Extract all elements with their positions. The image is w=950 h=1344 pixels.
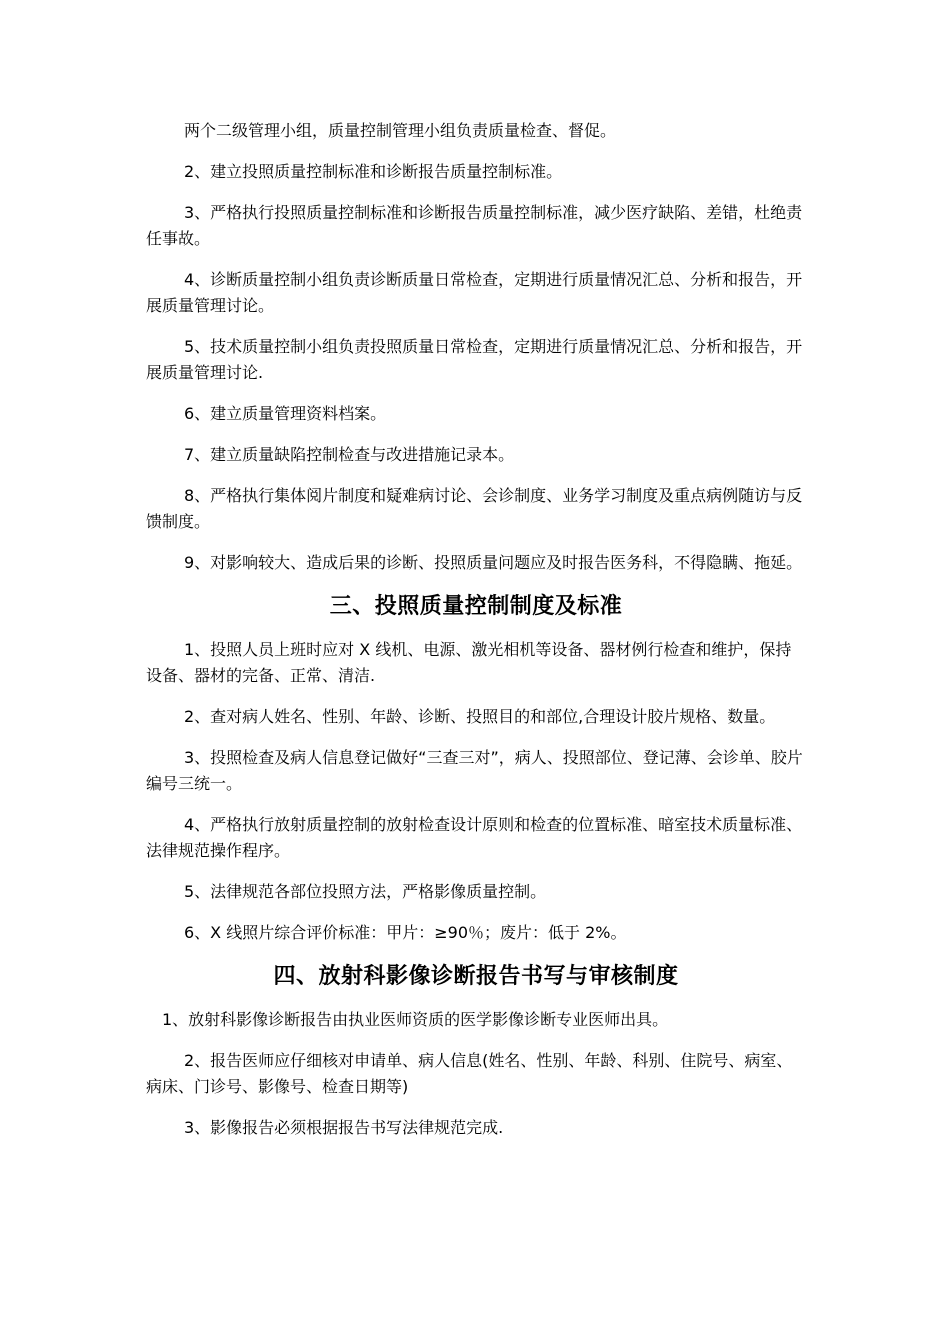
document-page	[146, 118, 806, 1156]
paragraph-4-item-3: 3、影像报告必须根据报告书写法律规范完成.	[184, 1118, 504, 1137]
section-3-heading: 三、投照质量控制制度及标准	[329, 594, 623, 619]
paragraph-3-item-3: 3、投照检查及病人信息登记做好“三查三对”，病人、投照部位、登记薄、会诊单、胶片编号三统一。	[146, 748, 803, 793]
paragraph-4-item-2: 2、报告医师应仔细核对申请单、病人信息(姓名、性别、年龄、科别、住院号、病室、病床、门诊号、影像号、检查日期等)	[146, 1051, 793, 1096]
paragraph-3-item-4: 4、严格执行放射质量控制的放射检查设计原则和检查的位置标准、暗室技术质量标准、法律规范操作程序。	[146, 815, 803, 860]
paragraph-2-item-9: 9、对影响较大、造成后果的诊断、投照质量问题应及时报告医务科，不得隐瞒、拖延。	[184, 553, 803, 572]
paragraph-2-item-6: 6、建立质量管理资料档案。	[184, 404, 387, 423]
paragraph-2-item-5: 5、技术质量控制小组负责投照质量日常检查，定期进行质量情况汇总、分析和报告，开展质量管理讨论.	[146, 337, 803, 382]
paragraph-2-item-2: 2、建立投照质量控制标准和诊断报告质量控制标准。	[184, 162, 563, 181]
paragraph-2-item-4: 4、诊断质量控制小组负责诊断质量日常检查，定期进行质量情况汇总、分析和报告，开展质量管理讨论。	[146, 270, 803, 315]
paragraph-3-item-1: 1、投照人员上班时应对 X 线机、电源、激光相机等设备、器材例行检查和维护，保持设备、器材的完备、正常、清洁.	[146, 640, 792, 685]
paragraph-2-item-3: 3、严格执行投照质量控制标准和诊断报告质量控制标准，减少医疗缺陷、差错，杜绝责任事故。	[146, 203, 803, 248]
paragraph-3-item-6: 6、X 线照片综合评价标准：甲片：≥90％；废片：低于 2%。	[184, 923, 627, 942]
paragraph-2-item-7: 7、建立质量缺陷控制检查与改进措施记录本。	[184, 445, 515, 464]
paragraph-2-intro: 两个二级管理小组，质量控制管理小组负责质量检查、督促。	[184, 121, 617, 140]
paragraph-3-item-2: 2、查对病人姓名、性别、年龄、诊断、投照目的和部位,合理设计胶片规格、数量。	[184, 707, 776, 726]
paragraph-2-item-8: 8、严格执行集体阅片制度和疑难病讨论、会诊制度、业务学习制度及重点病例随访与反馈制度。	[146, 486, 803, 531]
paragraph-3-item-5: 5、法律规范各部位投照方法，严格影像质量控制。	[184, 882, 547, 901]
paragraph-4-item-1: 1、放射科影像诊断报告由执业医师资质的医学影像诊断专业医师出具。	[162, 1010, 669, 1029]
section-4-heading: 四、放射科影像诊断报告书写与审核制度	[273, 964, 679, 989]
